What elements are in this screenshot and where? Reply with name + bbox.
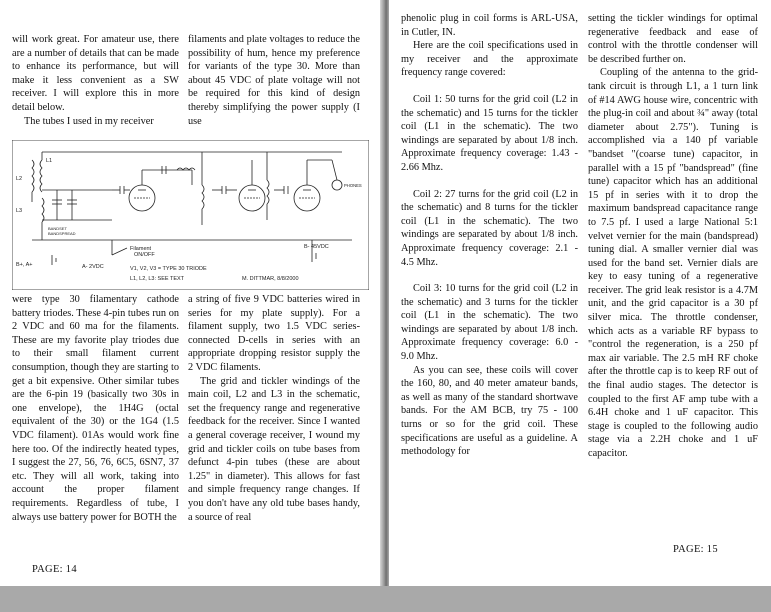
paragraph: Coupling of the antenna to the grid-tank circuit is through L1, a 1 turn link of #14 AWG house wire, concentric with the plug-in coil and about ¾" away (total diameter about 2.75"). Tuning is accomplished via a 140 pf variable "bandset "(coarse tune) capacitor, in parallel with a 15 pf "bandspread" (fine tune) capacitor which has an additional 15 pf in series with it to drop the maximum bandspread capacitance range to 7.5 pf. I used a large National 5:1 velvet vernier for the main (bandspread) tuning dial. A smaller vernier dial was used for the band set. Vernier dials are key to easy tuning of a regenerative receiver. The grid leak resistor is a 4.7M unit, and the grid capacitor is a 30 pf silver mica. The throttle condenser, which acts as a variable RF bypass to "control the regeneration, is a 250 pf max air variable. The 2.5 mH RF choke after the throttle cap is to keep RF out of the final audio stages. The detector is coupled to the first AF amp tube with a 6.4H choke and 1 uF capacitor. This stage is coupled to the following audio stage via a 2.2H choke and 1 uF capacitor. (588, 67, 758, 459)
label-l2: L2 (16, 176, 23, 182)
label-tubes: V1, V2, V3 = TYPE 30 TRIODE (130, 266, 207, 272)
paragraph: As you can see, these coils will cover the 160, 80, and 40 meter amateur bands, as well as many of the standard shortwave bands. For the AM BCB, try 75 - 100 turns or so for the grid coil. These specifications are useful as a guideline. A methodology for (401, 364, 578, 458)
paragraph: filaments and plate voltages to reduce the possibility of hum, hence my preference for variants of the type 30. More than about 45 VDC of plate voltage will not be required for this kind of design thereby simplifying the power supply (I use (188, 34, 360, 127)
regenerative-receiver-schematic (12, 140, 369, 290)
paragraph: a string of five 9 VDC batteries wired in series for my plate supply). For a filament supply, two 1.5 VDC series-connected D-cells in series with an appropriate dropping resistor supply the 2 VDC filaments. (188, 294, 360, 373)
left-col1-top (12, 33, 179, 128)
left-col2-bottom (188, 293, 360, 524)
label-b-batt: B- 45VDC (304, 244, 329, 250)
label-a-batt: B+, A+ (16, 262, 33, 268)
paragraph: setting the tickler windings for optimal regenerative feedback and ease of control with the throttle condenser will be described further on. (588, 13, 758, 65)
paragraph: The tubes I used in my receiver (24, 115, 154, 127)
label-coils: L1, L2, L3: SEE TEXT (130, 276, 185, 282)
page-number-left: PAGE: 14 (32, 564, 77, 575)
label-bandspread: BANDSPREAD (48, 231, 76, 236)
paragraph: Coil 2: 27 turns for the grid coil (L2 in the schematic) and 8 turns for the tickler coil (L1 in the schematic). The two windings are separated by about 1/8 inch. Approximate frequency coverage: 2.1 - 4.5 Mhz. (401, 188, 578, 268)
label-l3: L3 (16, 208, 23, 214)
paragraph: Coil 3: 10 turns for the grid coil (L2 in the schematic) and 3 turns for the tickler coil (L1 in the schematic). The two windings are separated by about 1/8 inch. Approximate frequency coverage: 6.0 - 9.0 Mhz. (401, 283, 578, 363)
page-number-right: PAGE: 15 (673, 544, 718, 555)
left-col2-top (188, 33, 360, 128)
label-phones: PHONES (344, 183, 362, 188)
paragraph: phenolic plug in coil forms is ARL-USA, in Cutler, IN. (401, 13, 578, 38)
paragraph: were type 30 filamentary cathode battery triodes. These 4-pin tubes run on 2 VDC and 60 ma for the filaments. These are my favorite play triodes due to their small filament current consumption, though they are starting to get a bit expensive. Other similar tubes are the 6-pin 19 (basically two 30s in one envelope), the 1H4G (octal equivalent of the 30) or the 1G4 (1.5 VDC filament). 01As would work fine here too. Of the indirectly heated types, I suggest the 27, 56, 76, 6C5, 6SN7, 37 etc. They will all work, taking into account the proper filament requirements. Regardless of tube, I always use battery power for BOTH the (12, 294, 179, 523)
label-a-2vdc: A- 2VDC (82, 264, 104, 270)
scan-bottom-band (0, 586, 771, 612)
label-filament: Filament (130, 246, 152, 252)
right-page (389, 0, 771, 612)
right-col2 (588, 12, 758, 461)
label-filament-onoff: ON/OFF (134, 252, 155, 258)
left-page (0, 0, 382, 612)
left-col1-bottom (12, 293, 179, 524)
label-credit: M. DITTMAR, 8/8/2000 (242, 276, 299, 282)
label-bandset: BANDSET (48, 226, 67, 231)
paragraph-gap (401, 269, 578, 282)
paragraph: Coil 1: 50 turns for the grid coil (L2 in the schematic) and 15 turns for the tickler coil (L1 in the schematic). The two windings are separated by about 1/8 inch. Approximate frequency coverage: 1.43 - 2.66 Mhz. (401, 93, 578, 173)
paragraph: will work great. For amateur use, there are a number of details that can be made to enhance its performance, but will make it less convenient as a SW receiver. I will explore this in more detail below. (12, 34, 179, 113)
right-col1 (401, 12, 578, 459)
label-l1: L1 (46, 158, 53, 164)
paragraph: The grid and tickler windings of the main coil, L2 and L3 in the schematic, set the frequency range and regenerative feedback for the receiver. Since I wanted a general coverage receiver, I wound my grid and tickler coils on tube bases from defunct 4-pin tubes (these are about 1.25" in diameter). This allows for fast and simple frequency range changes. If you don't have any old tube bases handy, a source of real (188, 375, 360, 523)
paragraph: Here are the coil specifications used in my receiver and the approximate frequency range covered: (401, 40, 578, 79)
paragraph-gap (401, 80, 578, 93)
paragraph-gap (401, 175, 578, 188)
